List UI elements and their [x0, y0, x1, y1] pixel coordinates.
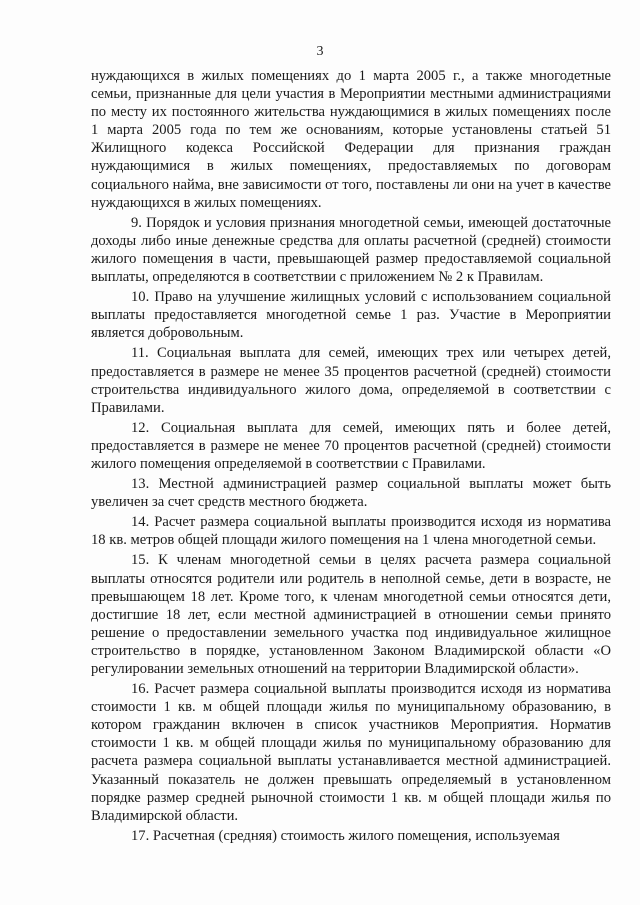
paragraph-16: 16. Расчет размера социальной выплаты производится исходя из норматива стоимости 1 кв. м общей площади жилья по муниципальному образованию, в котором гражданин включен в список участников Мероприятия. Норматив стоимости 1 кв. м общей площади жилья по муниципальному образованию для расчета размера социальной выплаты устанавливается местной администрацией. Указанный показатель не должен превышать определяемый в установленном порядке размер средней рыночной стоимости 1 кв. м общей площади жилья по Владимирской области. — [91, 681, 611, 824]
paragraph-continuation: нуждающихся в жилых помещениях до 1 марта 2005 г., а также многодетные семьи, признанные для цели участия в Мероприятии местными администрациями по месту их постоянного жительства нуждающимися в жилых помещениях после 1 марта 2005 года по тем же основаниям, которые установлены статьей 51 Жилищного кодекса Российской Федерации для признания граждан нуждающимися в жилых помещениях, предоставляемых по договорам социального найма, вне зависимости от того, поставлены ли они на учет в качестве нуждающихся в жилых помещениях. — [91, 68, 611, 211]
paragraph-11: 11. Социальная выплата для семей, имеющих трех или четырех детей, предоставляется в размере не менее 35 процентов расчетной (средней) стоимости строительства индивидуального жилого дома, определяемой в соответствии с Правилами. — [91, 345, 611, 416]
paragraph-12: 12. Социальная выплата для семей, имеющих пять и более детей, предоставляется в размере не менее 70 процентов расчетной (средней) стоимости жилого помещения определяемой в соответствии с Правилами. — [91, 419, 611, 472]
paragraph-17: 17. Расчетная (средняя) стоимость жилого помещения, используемая — [131, 827, 560, 844]
paragraph-15: 15. К членам многодетной семьи в целях расчета размера социальной выплаты относятся родители или родитель в неполной семье, дети в возрасте, не превышающем 18 лет. Кроме того, к членам многодетной семьи относятся дети, достигшие 18 лет, если местной администрацией в отношении семьи принято решение о предоставлении земельного участка под индивидуальное жилищное строительство в порядке, установленном Законом Владимирской области «О регулировании земельных отношений на территории Владимирской области». — [91, 552, 611, 677]
document-body — [91, 67, 611, 845]
paragraph-9: 9. Порядок и условия признания многодетной семьи, имеющей достаточные доходы либо иные денежные средства для оплаты расчетной (средней) стоимости жилого помещения в части, превышающей размер предоставляемой социальной выплаты, определяются в соответствии с приложением № 2 к Правилам. — [91, 214, 611, 286]
paragraph-10: 10. Право на улучшение жилищных условий с использованием социальной выплаты предоставляется многодетной семье 1 раз. Участие в Мероприятии является добровольным. — [91, 289, 611, 342]
paragraph-13: 13. Местной администрацией размер социальной выплаты может быть увеличен за счет средств местного бюджета. — [91, 476, 611, 511]
page-number: 3 — [316, 44, 324, 59]
paragraph-14: 14. Расчет размера социальной выплаты производится исходя из норматива 18 кв. метров общей площади жилого помещения на 1 члена многодетной семьи. — [91, 514, 611, 549]
